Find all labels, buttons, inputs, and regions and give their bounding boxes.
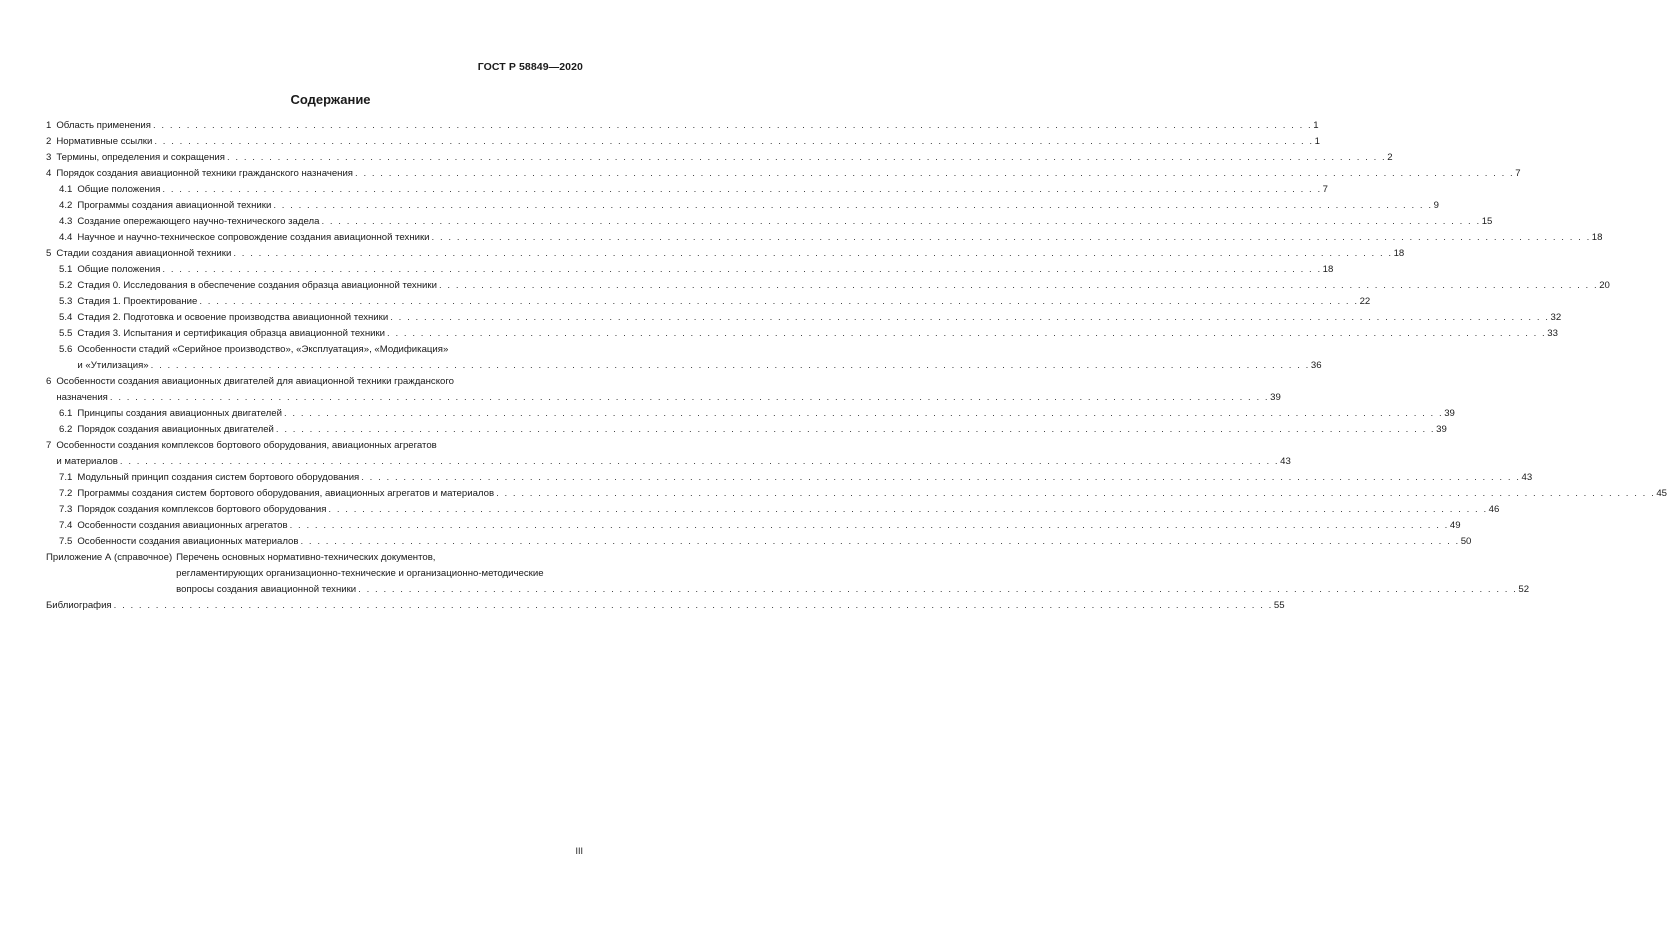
toc-entry-page: 39 <box>1436 424 1447 435</box>
toc-entry-line <box>77 486 1667 502</box>
toc-entry-text: Порядок создания комплексов бортового оборудования <box>77 504 327 515</box>
toc-entry-text: Принципы создания авиационных двигателей <box>77 408 282 419</box>
dot-leader: . . . . . . . . . . . . . . . . . . . . . . . . . . . . . . . . . . . . . . . . . . . . . . . . . . . . . . . . . . . . . . . . . . . . . . . . . . . . . . . . . . . . . . . . . . . . . . . . . . . . . . . . . . . . . . . . . . . . . . . . . . . . . . . . . . . . . . . . . . <box>273 200 1433 211</box>
toc-entry-page: 18 <box>1322 264 1334 275</box>
toc-entry-number: 4.4 <box>59 232 73 243</box>
toc-entry-line <box>176 582 1530 598</box>
toc-entry[interactable] <box>46 438 1291 470</box>
toc-entry-text: Стадии создания авиационной техники <box>56 248 232 259</box>
toc-entry-line <box>77 326 1558 342</box>
dot-leader: . . . . . . . . . . . . . . . . . . . . . . . . . . . . . . . . . . . . . . . . . . . . . . . . . . . . . . . . . . . . . . . . . . . . . . . . . . . . . . . . . . . . . . . . . . . . . . . . . . . . . . . . . . . . . . . . . . . . . . . . . . . . . . . . . . . . . . . . . . <box>358 584 1518 595</box>
toc-entry[interactable] <box>46 150 1393 166</box>
toc-entry-page: 49 <box>1449 520 1461 531</box>
toc-entry[interactable] <box>46 262 1334 278</box>
toc-entry-body <box>56 374 1281 406</box>
toc-entry-page: 36 <box>1310 360 1322 371</box>
toc-entry-body <box>77 198 1439 214</box>
dot-leader: . . . . . . . . . . . . . . . . . . . . . . . . . . . . . . . . . . . . . . . . . . . . . . . . . . . . . . . . . . . . . . . . . . . . . . . . . . . . . . . . . . . . . . . . . . . . . . . . . . . . . . . . . . . . . . . . . . . . . . . . . . . . . . . . . . . . . . . . . . <box>438 280 1599 291</box>
toc-entry-body <box>77 182 1329 198</box>
toc-entry-number: 7.3 <box>59 504 73 515</box>
toc-entry-page: 32 <box>1550 312 1562 323</box>
toc-entry-text: Стадия 0. Исследования в обеспечение создания образца авиационной техники <box>77 280 437 291</box>
toc-entry-line <box>46 598 1285 614</box>
toc-entry-text: назначения <box>56 392 108 403</box>
toc-entry-text: Порядок создания авиационной техники гражданского назначения <box>56 168 354 179</box>
toc-entry-number: 3 <box>46 152 52 163</box>
toc-entry-text: Научное и научно-техническое сопровождение создания авиационной техники <box>77 232 430 243</box>
toc-entry-page: 7 <box>1322 184 1329 195</box>
dot-leader: . . . . . . . . . . . . . . . . . . . . . . . . . . . . . . . . . . . . . . . . . . . . . . . . . . . . . . . . . . . . . . . . . . . . . . . . . . . . . . . . . . . . . . . . . . . . . . . . . . . . . . . . . . . . . . . . . . . . . . . . . . . . . . . . . . . . . . . . . . <box>226 152 1387 163</box>
toc-entry-line <box>56 150 1393 166</box>
toc-entry[interactable] <box>46 406 1455 422</box>
toc-entry-number: 4.3 <box>59 216 73 227</box>
toc-entry-text: Создание опережающего научно-технического задела <box>77 216 320 227</box>
toc-entry-line <box>77 518 1461 534</box>
toc-bibliography[interactable] <box>46 598 1285 614</box>
toc-entry-body <box>46 598 1285 614</box>
toc-entry-number: 2 <box>46 136 52 147</box>
toc-entry-number: 1 <box>46 120 52 131</box>
toc-entry-body <box>176 550 1530 598</box>
toc-entry[interactable] <box>46 182 1329 198</box>
toc-entry[interactable] <box>46 294 1371 310</box>
toc-entry[interactable] <box>46 470 1533 486</box>
toc-entry[interactable] <box>46 214 1493 230</box>
toc-entry-text: Особенности создания авиационных материалов <box>77 536 299 547</box>
toc-title: Содержание <box>290 92 371 107</box>
toc-appendix[interactable] <box>46 550 1530 598</box>
toc-entry[interactable] <box>46 486 1667 502</box>
toc-entry-body <box>77 326 1558 342</box>
toc-entry-page: 52 <box>1518 584 1530 595</box>
toc-entry-body <box>77 262 1334 278</box>
toc-entry[interactable] <box>46 278 1610 294</box>
dot-leader: . . . . . . . . . . . . . . . . . . . . . . . . . . . . . . . . . . . . . . . . . . . . . . . . . . . . . . . . . . . . . . . . . . . . . . . . . . . . . . . . . . . . . . . . . . . . . . . . . . . . . . . . . . . . . . . . . . . . . . . . . . . . . . . . . . . . . . . . . . <box>300 536 1460 547</box>
toc-entry-page: 43 <box>1280 456 1291 467</box>
dot-leader: . . . . . . . . . . . . . . . . . . . . . . . . . . . . . . . . . . . . . . . . . . . . . . . . . . . . . . . . . . . . . . . . . . . . . . . . . . . . . . . . . . . . . . . . . . . . . . . . . . . . . . . . . . . . . . . . . . . . . . . . . . . . . . . . . . . . . . . . . . <box>113 600 1273 611</box>
toc-entry-body <box>77 422 1447 438</box>
toc-entry-page: 1 <box>1314 136 1320 147</box>
dot-leader: . . . . . . . . . . . . . . . . . . . . . . . . . . . . . . . . . . . . . . . . . . . . . . . . . . . . . . . . . . . . . . . . . . . . . . . . . . . . . . . . . . . . . . . . . . . . . . . . . . . . . . . . . . . . . . . . . . . . . . . . . . . . . . . . . . . . . . . . . . <box>199 296 1359 307</box>
toc-entry-line <box>77 294 1371 310</box>
toc-entry-page: 50 <box>1460 536 1472 547</box>
toc-entry-body <box>77 518 1461 534</box>
toc-entry-page: 43 <box>1521 472 1533 483</box>
toc-entry-text: Особенности стадий «Серийное производство», «Эксплуатация», «Модификация» <box>77 344 449 355</box>
toc-entry-text: Общие положения <box>77 184 161 195</box>
toc-entry-text: вопросы создания авиационной техники <box>176 584 357 595</box>
toc-entry[interactable] <box>46 134 1320 150</box>
dot-leader: . . . . . . . . . . . . . . . . . . . . . . . . . . . . . . . . . . . . . . . . . . . . . . . . . . . . . . . . . . . . . . . . . . . . . . . . . . . . . . . . . . . . . . . . . . . . . . . . . . . . . . . . . . . . . . . . . . . . . . . . . . . . . . . . . . . . . . . . . . <box>355 168 1515 179</box>
toc-entry-body <box>77 310 1562 326</box>
toc-entry-body <box>77 502 1500 518</box>
dot-leader: . . . . . . . . . . . . . . . . . . . . . . . . . . . . . . . . . . . . . . . . . . . . . . . . . . . . . . . . . . . . . . . . . . . . . . . . . . . . . . . . . . . . . . . . . . . . . . . . . . . . . . . . . . . . . . . . . . . . . . . . . . . . . . . . . . . . . . . . . . <box>150 360 1310 371</box>
toc-entry-body <box>77 534 1472 550</box>
toc-entry[interactable] <box>46 166 1521 182</box>
toc-entry-page: 7 <box>1515 168 1521 179</box>
dot-leader: . . . . . . . . . . . . . . . . . . . . . . . . . . . . . . . . . . . . . . . . . . . . . . . . . . . . . . . . . . . . . . . . . . . . . . . . . . . . . . . . . . . . . . . . . . . . . . . . . . . . . . . . . . . . . . . . . . . . . . . . . . . . . . . . . . . . . . . . . . <box>289 520 1449 531</box>
toc-entry-text: Область применения <box>56 120 151 131</box>
toc-entry-line <box>77 262 1334 278</box>
toc-entry-text: Библиография <box>46 600 112 611</box>
toc-entry-page: 46 <box>1488 504 1500 515</box>
toc-entry-line <box>77 182 1329 198</box>
dot-leader: . . . . . . . . . . . . . . . . . . . . . . . . . . . . . . . . . . . . . . . . . . . . . . . . . . . . . . . . . . . . . . . . . . . . . . . . . . . . . . . . . . . . . . . . . . . . . . . . . . . . . . . . . . . . . . . . . . . . . . . . . . . . . . . . . . . . . . . . . . <box>119 456 1280 467</box>
dot-leader: . . . . . . . . . . . . . . . . . . . . . . . . . . . . . . . . . . . . . . . . . . . . . . . . . . . . . . . . . . . . . . . . . . . . . . . . . . . . . . . . . . . . . . . . . . . . . . . . . . . . . . . . . . . . . . . . . . . . . . . . . . . . . . . . . . . . . . . . . . <box>162 184 1322 195</box>
toc-entry-line <box>77 230 1603 246</box>
toc-entry-number: 7.1 <box>59 472 73 483</box>
document-code: ГОСТ Р 58849—2020 <box>477 61 583 73</box>
toc-entry-text: Особенности создания авиационных агрегатов <box>77 520 288 531</box>
toc-entry-page: 18 <box>1591 232 1603 243</box>
toc-entry-number: 5.5 <box>59 328 73 339</box>
dot-leader: . . . . . . . . . . . . . . . . . . . . . . . . . . . . . . . . . . . . . . . . . . . . . . . . . . . . . . . . . . . . . . . . . . . . . . . . . . . . . . . . . . . . . . . . . . . . . . . . . . . . . . . . . . . . . . . . . . . . . . . . . . . . . . . . . . . . . . . . . . <box>387 328 1547 339</box>
table-of-contents <box>46 118 1667 614</box>
toc-entry-line <box>77 198 1439 214</box>
toc-entry-body <box>56 118 1319 134</box>
toc-entry-number: 7.4 <box>59 520 73 531</box>
toc-entry-page: 45 <box>1656 488 1667 499</box>
toc-entry-line <box>56 390 1281 406</box>
toc-entry-body <box>77 294 1371 310</box>
toc-entry-page: 20 <box>1599 280 1610 291</box>
toc-entry-text: Особенности создания авиационных двигателей для авиационной техники гражданского <box>56 376 454 387</box>
toc-entry-page: 22 <box>1359 296 1371 307</box>
toc-entry-line <box>77 278 1610 294</box>
toc-entry-number: 4 <box>46 168 52 179</box>
toc-entry-text: Стадия 1. Проектирование <box>77 296 198 307</box>
toc-entry-body <box>56 438 1291 470</box>
toc-entry-body <box>77 342 1322 374</box>
toc-entry-page: 2 <box>1387 152 1393 163</box>
toc-entry-page: 39 <box>1270 392 1281 403</box>
dot-leader: . . . . . . . . . . . . . . . . . . . . . . . . . . . . . . . . . . . . . . . . . . . . . . . . . . . . . . . . . . . . . . . . . . . . . . . . . . . . . . . . . . . . . . . . . . . . . . . . . . . . . . . . . . . . . . . . . . . . . . . . . . . . . . . . . . . . . . . . . . <box>233 248 1393 259</box>
toc-entry-page: 9 <box>1433 200 1439 211</box>
toc-entry-number: 5.4 <box>59 312 73 323</box>
dot-leader: . . . . . . . . . . . . . . . . . . . . . . . . . . . . . . . . . . . . . . . . . . . . . . . . . . . . . . . . . . . . . . . . . . . . . . . . . . . . . . . . . . . . . . . . . . . . . . . . . . . . . . . . . . . . . . . . . . . . . . . . . . . . . . . . . . . . . . . . . . <box>152 120 1313 131</box>
toc-entry-text: и «Утилизация» <box>77 360 149 371</box>
toc-entry-text: Модульный принцип создания систем бортового оборудования <box>77 472 360 483</box>
toc-entry-body <box>77 406 1455 422</box>
toc-entry[interactable] <box>46 310 1562 326</box>
dot-leader: . . . . . . . . . . . . . . . . . . . . . . . . . . . . . . . . . . . . . . . . . . . . . . . . . . . . . . . . . . . . . . . . . . . . . . . . . . . . . . . . . . . . . . . . . . . . . . . . . . . . . . . . . . . . . . . . . . . . . . . . . . . . . . . . . . . . . . . . . . <box>496 488 1656 499</box>
toc-entry[interactable] <box>46 534 1472 550</box>
toc-entry-number: 4.1 <box>59 184 73 195</box>
toc-entry-page: 33 <box>1547 328 1558 339</box>
toc-entry-line <box>56 246 1405 262</box>
toc-entry-body <box>77 230 1603 246</box>
dot-leader: . . . . . . . . . . . . . . . . . . . . . . . . . . . . . . . . . . . . . . . . . . . . . . . . . . . . . . . . . . . . . . . . . . . . . . . . . . . . . . . . . . . . . . . . . . . . . . . . . . . . . . . . . . . . . . . . . . . . . . . . . . . . . . . . . . . . . . . . . . <box>109 392 1270 403</box>
toc-entry-body <box>77 470 1533 486</box>
toc-entry-number: 7.5 <box>59 536 73 547</box>
toc-entry-text: регламентирующих организационно-технические и организационно-методические <box>176 568 544 579</box>
toc-entry-body <box>77 486 1667 502</box>
toc-entry-page: 15 <box>1481 216 1493 227</box>
toc-entry-body <box>56 166 1521 182</box>
toc-entry-line <box>56 134 1320 150</box>
toc-entry-line <box>77 470 1533 486</box>
toc-entry-text: Нормативные ссылки <box>56 136 153 147</box>
dot-leader: . . . . . . . . . . . . . . . . . . . . . . . . . . . . . . . . . . . . . . . . . . . . . . . . . . . . . . . . . . . . . . . . . . . . . . . . . . . . . . . . . . . . . . . . . . . . . . . . . . . . . . . . . . . . . . . . . . . . . . . . . . . . . . . . . . . . . . . . . . <box>431 232 1591 243</box>
toc-entry-page: 18 <box>1393 248 1405 259</box>
toc-entry-body <box>56 150 1393 166</box>
toc-entry-number: 4.2 <box>59 200 73 211</box>
dot-leader: . . . . . . . . . . . . . . . . . . . . . . . . . . . . . . . . . . . . . . . . . . . . . . . . . . . . . . . . . . . . . . . . . . . . . . . . . . . . . . . . . . . . . . . . . . . . . . . . . . . . . . . . . . . . . . . . . . . . . . . . . . . . . . . . . . . . . . . . . . <box>328 504 1488 515</box>
toc-entry[interactable] <box>46 342 1322 374</box>
toc-entry-line <box>77 310 1562 326</box>
toc-entry[interactable] <box>46 246 1405 262</box>
toc-entry[interactable] <box>46 518 1461 534</box>
toc-entry-line <box>77 502 1500 518</box>
dot-leader: . . . . . . . . . . . . . . . . . . . . . . . . . . . . . . . . . . . . . . . . . . . . . . . . . . . . . . . . . . . . . . . . . . . . . . . . . . . . . . . . . . . . . . . . . . . . . . . . . . . . . . . . . . . . . . . . . . . . . . . . . . . . . . . . . . . . . . . . . . <box>162 264 1322 275</box>
toc-entry-text: Программы создания систем бортового оборудования, авиационных агрегатов и материалов <box>77 488 495 499</box>
toc-entry-line <box>77 534 1472 550</box>
toc-entry-line <box>77 358 1322 374</box>
toc-entry-text: Особенности создания комплексов бортового оборудования, авиационных агрегатов <box>56 440 437 451</box>
page-number: III <box>575 846 583 856</box>
toc-entry[interactable] <box>46 230 1603 246</box>
toc-entry[interactable] <box>46 422 1447 438</box>
dot-leader: . . . . . . . . . . . . . . . . . . . . . . . . . . . . . . . . . . . . . . . . . . . . . . . . . . . . . . . . . . . . . . . . . . . . . . . . . . . . . . . . . . . . . . . . . . . . . . . . . . . . . . . . . . . . . . . . . . . . . . . . . . . . . . . . . . . . . . . . . . <box>275 424 1436 435</box>
toc-entry-text: Перечень основных нормативно-технических документов, <box>176 552 436 563</box>
dot-leader: . . . . . . . . . . . . . . . . . . . . . . . . . . . . . . . . . . . . . . . . . . . . . . . . . . . . . . . . . . . . . . . . . . . . . . . . . . . . . . . . . . . . . . . . . . . . . . . . . . . . . . . . . . . . . . . . . . . . . . . . . . . . . . . . . . . . . . . . . . <box>390 312 1550 323</box>
toc-entry-number: 5.1 <box>59 264 73 275</box>
toc-entry[interactable] <box>46 502 1500 518</box>
appendix-label: Приложение А (справочное) <box>46 552 173 563</box>
toc-entry-number: 6 <box>46 376 52 387</box>
toc-entry-body <box>77 214 1493 230</box>
toc-entry-body <box>56 134 1320 150</box>
toc-entry-text: Порядок создания авиационных двигателей <box>77 424 274 435</box>
toc-entry[interactable] <box>46 374 1281 406</box>
toc-entry-line <box>77 406 1455 422</box>
toc-entry-number: 5.2 <box>59 280 73 291</box>
toc-entry-number: 6.2 <box>59 424 73 435</box>
toc-entry[interactable] <box>46 326 1558 342</box>
toc-entry-text: Стадия 2. Подготовка и освоение производства авиационной техники <box>77 312 389 323</box>
toc-entry-number: 5.6 <box>59 344 73 355</box>
toc-entry-number: 5 <box>46 248 52 259</box>
toc-entry-text: Термины, определения и сокращения <box>56 152 225 163</box>
toc-entry-page: 39 <box>1444 408 1455 419</box>
toc-entry-body <box>56 246 1405 262</box>
toc-entry-text: и материалов <box>56 456 118 467</box>
toc-entry-number: 6.1 <box>59 408 73 419</box>
toc-entry-line <box>77 214 1493 230</box>
toc-entry-line <box>56 118 1319 134</box>
dot-leader: . . . . . . . . . . . . . . . . . . . . . . . . . . . . . . . . . . . . . . . . . . . . . . . . . . . . . . . . . . . . . . . . . . . . . . . . . . . . . . . . . . . . . . . . . . . . . . . . . . . . . . . . . . . . . . . . . . . . . . . . . . . . . . . . . . . . . . . . . . <box>283 408 1444 419</box>
toc-entry-body <box>77 278 1610 294</box>
toc-entry-number: 5.3 <box>59 296 73 307</box>
toc-entry-page: 1 <box>1313 120 1319 131</box>
toc-entry-line <box>56 454 1291 470</box>
dot-leader: . . . . . . . . . . . . . . . . . . . . . . . . . . . . . . . . . . . . . . . . . . . . . . . . . . . . . . . . . . . . . . . . . . . . . . . . . . . . . . . . . . . . . . . . . . . . . . . . . . . . . . . . . . . . . . . . . . . . . . . . . . . . . . . . . . . . . . . . . . <box>321 216 1481 227</box>
toc-entry-text: Стадия 3. Испытания и сертификация образца авиационной техники <box>77 328 386 339</box>
toc-entry[interactable] <box>46 198 1439 214</box>
toc-entry[interactable] <box>46 118 1319 134</box>
toc-entry-number: 7 <box>46 440 52 451</box>
toc-entry-text: Программы создания авиационной техники <box>77 200 272 211</box>
toc-entry-line <box>56 166 1521 182</box>
dot-leader: . . . . . . . . . . . . . . . . . . . . . . . . . . . . . . . . . . . . . . . . . . . . . . . . . . . . . . . . . . . . . . . . . . . . . . . . . . . . . . . . . . . . . . . . . . . . . . . . . . . . . . . . . . . . . . . . . . . . . . . . . . . . . . . . . . . . . . . . . . <box>361 472 1521 483</box>
dot-leader: . . . . . . . . . . . . . . . . . . . . . . . . . . . . . . . . . . . . . . . . . . . . . . . . . . . . . . . . . . . . . . . . . . . . . . . . . . . . . . . . . . . . . . . . . . . . . . . . . . . . . . . . . . . . . . . . . . . . . . . . . . . . . . . . . . . . . . . . . . <box>154 136 1314 147</box>
toc-entry-line <box>77 422 1447 438</box>
toc-entry-page: 55 <box>1273 600 1285 611</box>
toc-entry-number: 7.2 <box>59 488 73 499</box>
toc-entry-text: Общие положения <box>77 264 161 275</box>
